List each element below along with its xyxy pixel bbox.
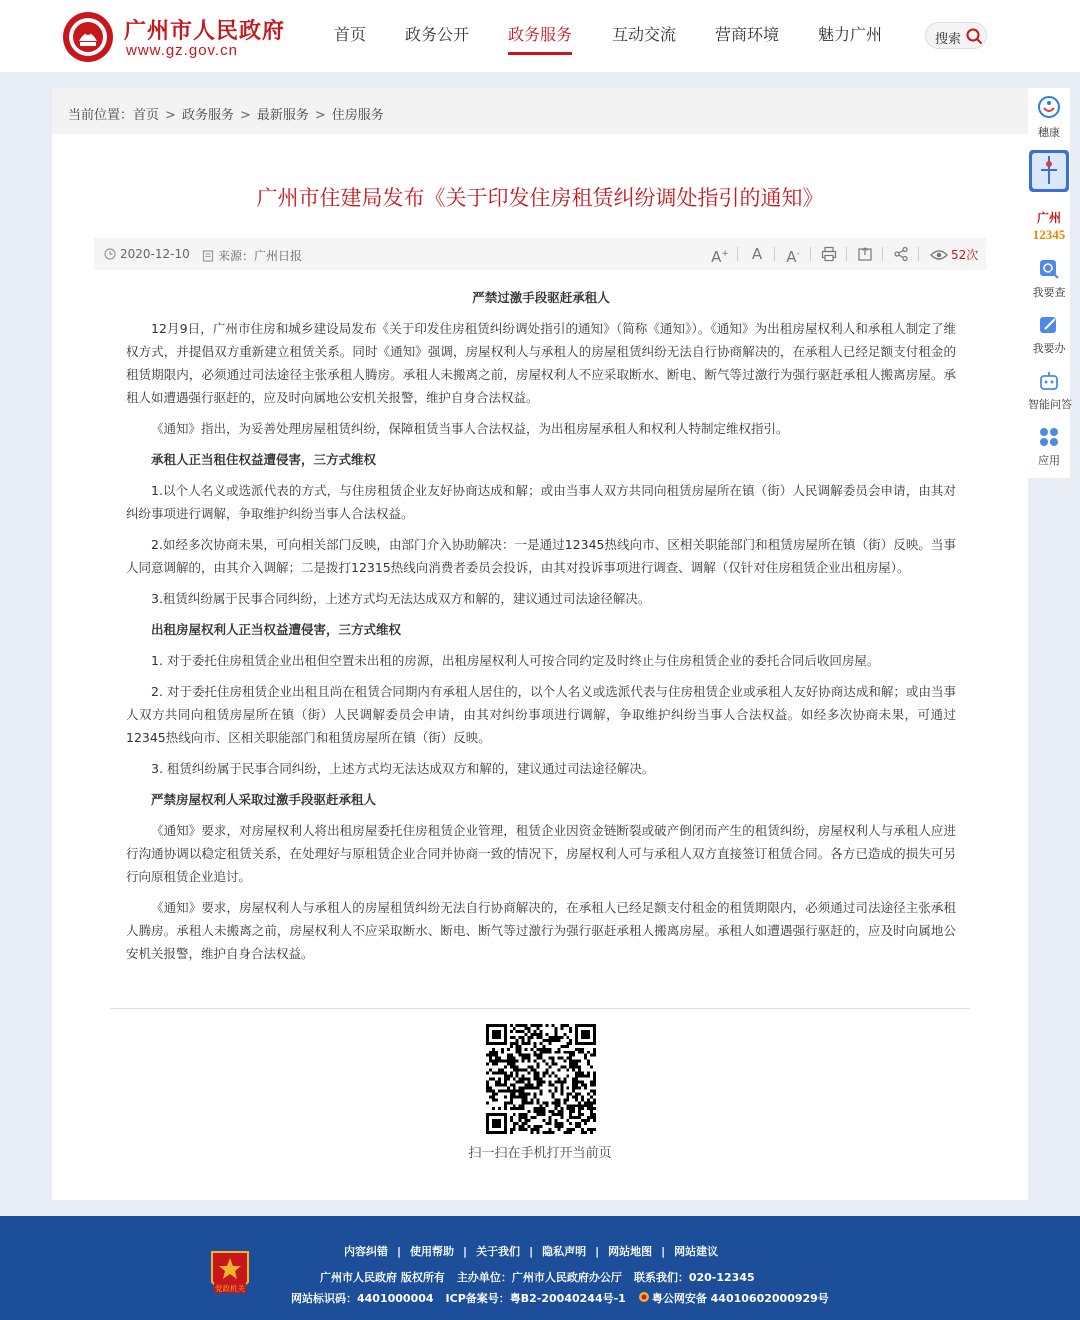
health-icon: [1036, 94, 1062, 120]
nav-gov-services[interactable]: 政务服务: [508, 22, 572, 45]
article-paragraph: 12月9日，广州市住房和城乡建设局发布《关于印发住房租赁纠纷调处指引的通知》（简称《通知》）。《通知》为出租房屋权利人和承租人制定了维权方式，并提倡双方重新建立租赁关系。同时《通知》强调，房屋权利人与承租人的房屋租赁纠纷无法自行协商解决的，在承租人已经足额支付租金的租赁期限内，必须通过司法途径主张承租人腾房。承租人未搬离之前，房屋权利人不应采取断水、断电、断气等过激行为强行驱赶承租人搬离房屋。承租人如遭遇强行驱赶的，应及时向属地公安机关报警，维护自身合法权益。: [126, 321, 956, 405]
footer-link-content-correction[interactable]: 内容纠错: [344, 1245, 388, 1258]
query-icon: [1038, 258, 1060, 280]
hotline-city-label: 广州: [1036, 211, 1061, 225]
article-paragraph: 3. 租赁纠纷属于民事合同纠纷，上述方式均无法达成双方和解的，建议通过司法途径解决。: [151, 761, 655, 776]
clock-icon: [104, 248, 116, 260]
sidebar-promo-banner[interactable]: [1028, 150, 1070, 195]
section-heading: 严禁房屋权利人采取过激手段驱赶承租人: [151, 792, 377, 807]
sidebar-item-label: 我要办: [1032, 342, 1066, 355]
qr-code-icon: [486, 1024, 596, 1134]
article-paragraph: 2.如经多次协商未果，可向相关部门反映，由部门介入协助解决：一是通过12345热线向市、区相关职能部门和租赁房屋所在镇（街）反映。当事人同意调解的，由其介入调解；二是拨打12315热线向消费者委员会投诉，由其对投诉事项进行调查、调解（仅针对住房租赁企业出租房屋）。: [126, 537, 956, 575]
site-footer: [0, 1216, 1080, 1320]
nav-gov-affairs-open[interactable]: 政务公开: [405, 25, 470, 44]
sidebar-item-apps[interactable]: [1028, 426, 1070, 468]
publish-date-text: 2020-12-10: [120, 247, 190, 261]
hotline-number-label: 12345: [1032, 227, 1066, 242]
breadcrumb-separator: >: [314, 108, 326, 123]
article-paragraph: 1. 对于委托住房租赁企业出租但空置未出租的房源，出租房屋权利人可按合同约定及时终止与住房租赁企业的委托合同后收回房屋。: [151, 653, 880, 668]
apply-icon: [1038, 314, 1060, 336]
publish-date: [104, 247, 190, 261]
nav-charm-guangzhou[interactable]: 魅力广州: [818, 25, 883, 44]
search-button[interactable]: [925, 22, 987, 49]
font-normal-icon[interactable]: A: [751, 245, 763, 263]
site-url: www.gz.gov.cn: [126, 42, 238, 59]
toolbar-divider: [882, 247, 883, 261]
sidebar-item-label: 应用: [1038, 454, 1060, 467]
eye-icon: [930, 249, 948, 261]
section-heading: 承租人正当租住权益遭侵害，三方式维权: [151, 452, 377, 467]
breadcrumb: [52, 88, 1028, 134]
government-emblem-icon: [62, 11, 114, 63]
robot-icon: [1038, 370, 1060, 392]
footer-contact: 联系我们：020-12345: [633, 1271, 755, 1284]
article-meta-bar: [94, 238, 986, 270]
section-heading: 出租房屋权利人正当权益遭侵害，三方式维权: [151, 622, 402, 637]
toolbar-divider: [918, 247, 919, 261]
footer-link-suggestion[interactable]: 网站建议: [674, 1245, 719, 1258]
view-count: [930, 246, 978, 263]
sidebar-item-label: 智能问答: [1028, 398, 1072, 411]
print-icon[interactable]: [819, 244, 839, 264]
content-divider: [110, 1008, 970, 1009]
footer-link-sitemap[interactable]: 网站地图: [608, 1245, 653, 1258]
toolbar-divider: [737, 247, 738, 261]
sidebar-item-label: 穗康: [1038, 126, 1060, 139]
search-icon: [966, 28, 983, 45]
sidebar-item-smart-qa[interactable]: [1028, 370, 1070, 412]
toolbar-divider: [774, 247, 775, 261]
footer-organizer: 主办单位：广州市人民政府办公厅: [456, 1271, 622, 1284]
article-paragraph: 《通知》指出，为妥善处理房屋租赁纠纷，保障租赁当事人合法权益，为出租房屋承租人和权利人特制定维权指引。: [151, 421, 789, 436]
apps-icon: [1038, 426, 1060, 448]
breadcrumb-separator: >: [165, 108, 176, 123]
breadcrumb-prefix: 当前位置：: [68, 108, 134, 123]
qr-caption: 扫一扫在手机打开当前页: [468, 1146, 612, 1161]
nav-interaction[interactable]: 互动交流: [612, 25, 677, 44]
breadcrumb-home[interactable]: 首页: [133, 108, 160, 123]
article-paragraph: 《通知》要求，房屋权利人与承租人的房屋租赁纠纷无法自行协商解决的，在承租人已经足额支付租金的租赁期限内，必须通过司法途径主张承租人腾房。承租人未搬离之前，房屋权利人不应采取断水、断电、断气等过激行为强行驱赶承租人搬离房屋。承租人如遭遇强行驱赶的，应及时向属地公安机关报警，维护自身合法权益。: [126, 900, 956, 961]
bookmark-icon[interactable]: [855, 244, 875, 264]
article-source: [202, 247, 302, 264]
article-title: 广州市住建局发布《关于印发住房租赁纠纷调处指引的通知》: [256, 186, 824, 210]
toolbar-divider: [846, 247, 847, 261]
site-header: [0, 0, 1080, 72]
article-panel: [52, 88, 1028, 1200]
footer-link-about[interactable]: 关于我们: [476, 1245, 521, 1258]
right-float-sidebar: [1028, 88, 1070, 478]
sidebar-item-apply[interactable]: [1028, 314, 1070, 356]
footer-link-help[interactable]: 使用帮助: [410, 1245, 455, 1258]
document-icon: [202, 250, 214, 262]
sidebar-item-query[interactable]: [1028, 258, 1070, 300]
footer-link-privacy[interactable]: 隐私声明: [542, 1245, 587, 1258]
sidebar-item-hotline-12345[interactable]: [1028, 208, 1070, 243]
footer-registration-line: [291, 1290, 841, 1306]
view-count-text: 52次: [951, 248, 979, 262]
footer-links: 内容纠错 | 使用帮助 | 关于我们 | 隐私声明 | 网站地图 | 网站建议: [344, 1245, 719, 1258]
badge-text: 党政机关: [215, 1284, 245, 1293]
font-smaller-icon[interactable]: A-: [786, 248, 800, 266]
article-body: [126, 286, 956, 973]
site-title: 广州市人民政府: [124, 19, 286, 44]
nav-business-environment[interactable]: 营商环境: [715, 25, 780, 44]
toolbar-divider: [810, 247, 811, 261]
footer-police-record[interactable]: 粤公网安备 44010602000929号: [651, 1292, 829, 1305]
party-government-badge-icon: [208, 1248, 252, 1300]
section-heading: 严禁过激手段驱赶承租人: [472, 290, 610, 305]
site-logo[interactable]: [62, 10, 292, 64]
nav-home[interactable]: 首页: [334, 25, 367, 44]
font-larger-icon[interactable]: A+: [711, 248, 729, 266]
sidebar-item-suikang[interactable]: [1028, 94, 1070, 140]
promo-banner-icon: [1029, 150, 1069, 192]
breadcrumb-housing-services[interactable]: 住房服务: [331, 108, 384, 123]
footer-icp[interactable]: ICP备案号：粤B2-20040244号-1: [445, 1292, 626, 1305]
footer-site-id: 网站标识码：4401000004: [291, 1292, 434, 1305]
article-paragraph: 1.以个人名义或选派代表的方式，与住房租赁企业友好协商达成和解；或由当事人双方共同向租赁房屋所在镇（街）人民调解委员会申请，由其对纠纷事项进行调解，争取维护纠纷当事人合法权益。: [126, 483, 956, 521]
article-paragraph: 《通知》要求，对房屋权利人将出租房屋委托住房租赁企业管理，租赁企业因资金链断裂或破产倒闭而产生的租赁纠纷，房屋权利人与承租人应进行沟通协调以稳定租赁关系，在处理好与原租赁企业合同并协商一致的情况下，房屋权利人可与承租人双方直接签订租赁合同。各方已造成的损失可另行向原租赁企业追讨。: [126, 823, 956, 884]
share-icon[interactable]: [891, 244, 911, 264]
breadcrumb-separator: >: [239, 108, 251, 123]
article-source-text: 来源：广州日报: [218, 249, 303, 263]
article-paragraph: 3.租赁纠纷属于民事合同纠纷，上述方式均无法达成双方和解的，建议通过司法途径解决。: [151, 591, 651, 606]
footer-copyright: 广州市人民政府 版权所有: [320, 1271, 445, 1284]
sidebar-item-label: 我要查: [1032, 286, 1066, 299]
police-badge-icon: [638, 1291, 650, 1303]
breadcrumb-gov-services[interactable]: 政务服务: [181, 108, 234, 123]
footer-copyright-line: [320, 1269, 767, 1285]
search-label: 搜索: [935, 32, 962, 47]
breadcrumb-latest-services[interactable]: 最新服务: [256, 108, 309, 123]
article-paragraph: 2. 对于委托住房租赁企业出租且尚在租赁合同期内有承租人居住的，以个人名义或选派代表与住房租赁企业或承租人友好协商达成和解；或由当事人双方共同向租赁房屋所在镇（街）人民调解委员会申请，由其对纠纷事项进行调解，争取维护纠纷当事人合法权益。如经多次协商未果，可通过 12345热线向市、区相关职能部门和租赁房屋所在镇（街）反映。: [126, 684, 956, 745]
